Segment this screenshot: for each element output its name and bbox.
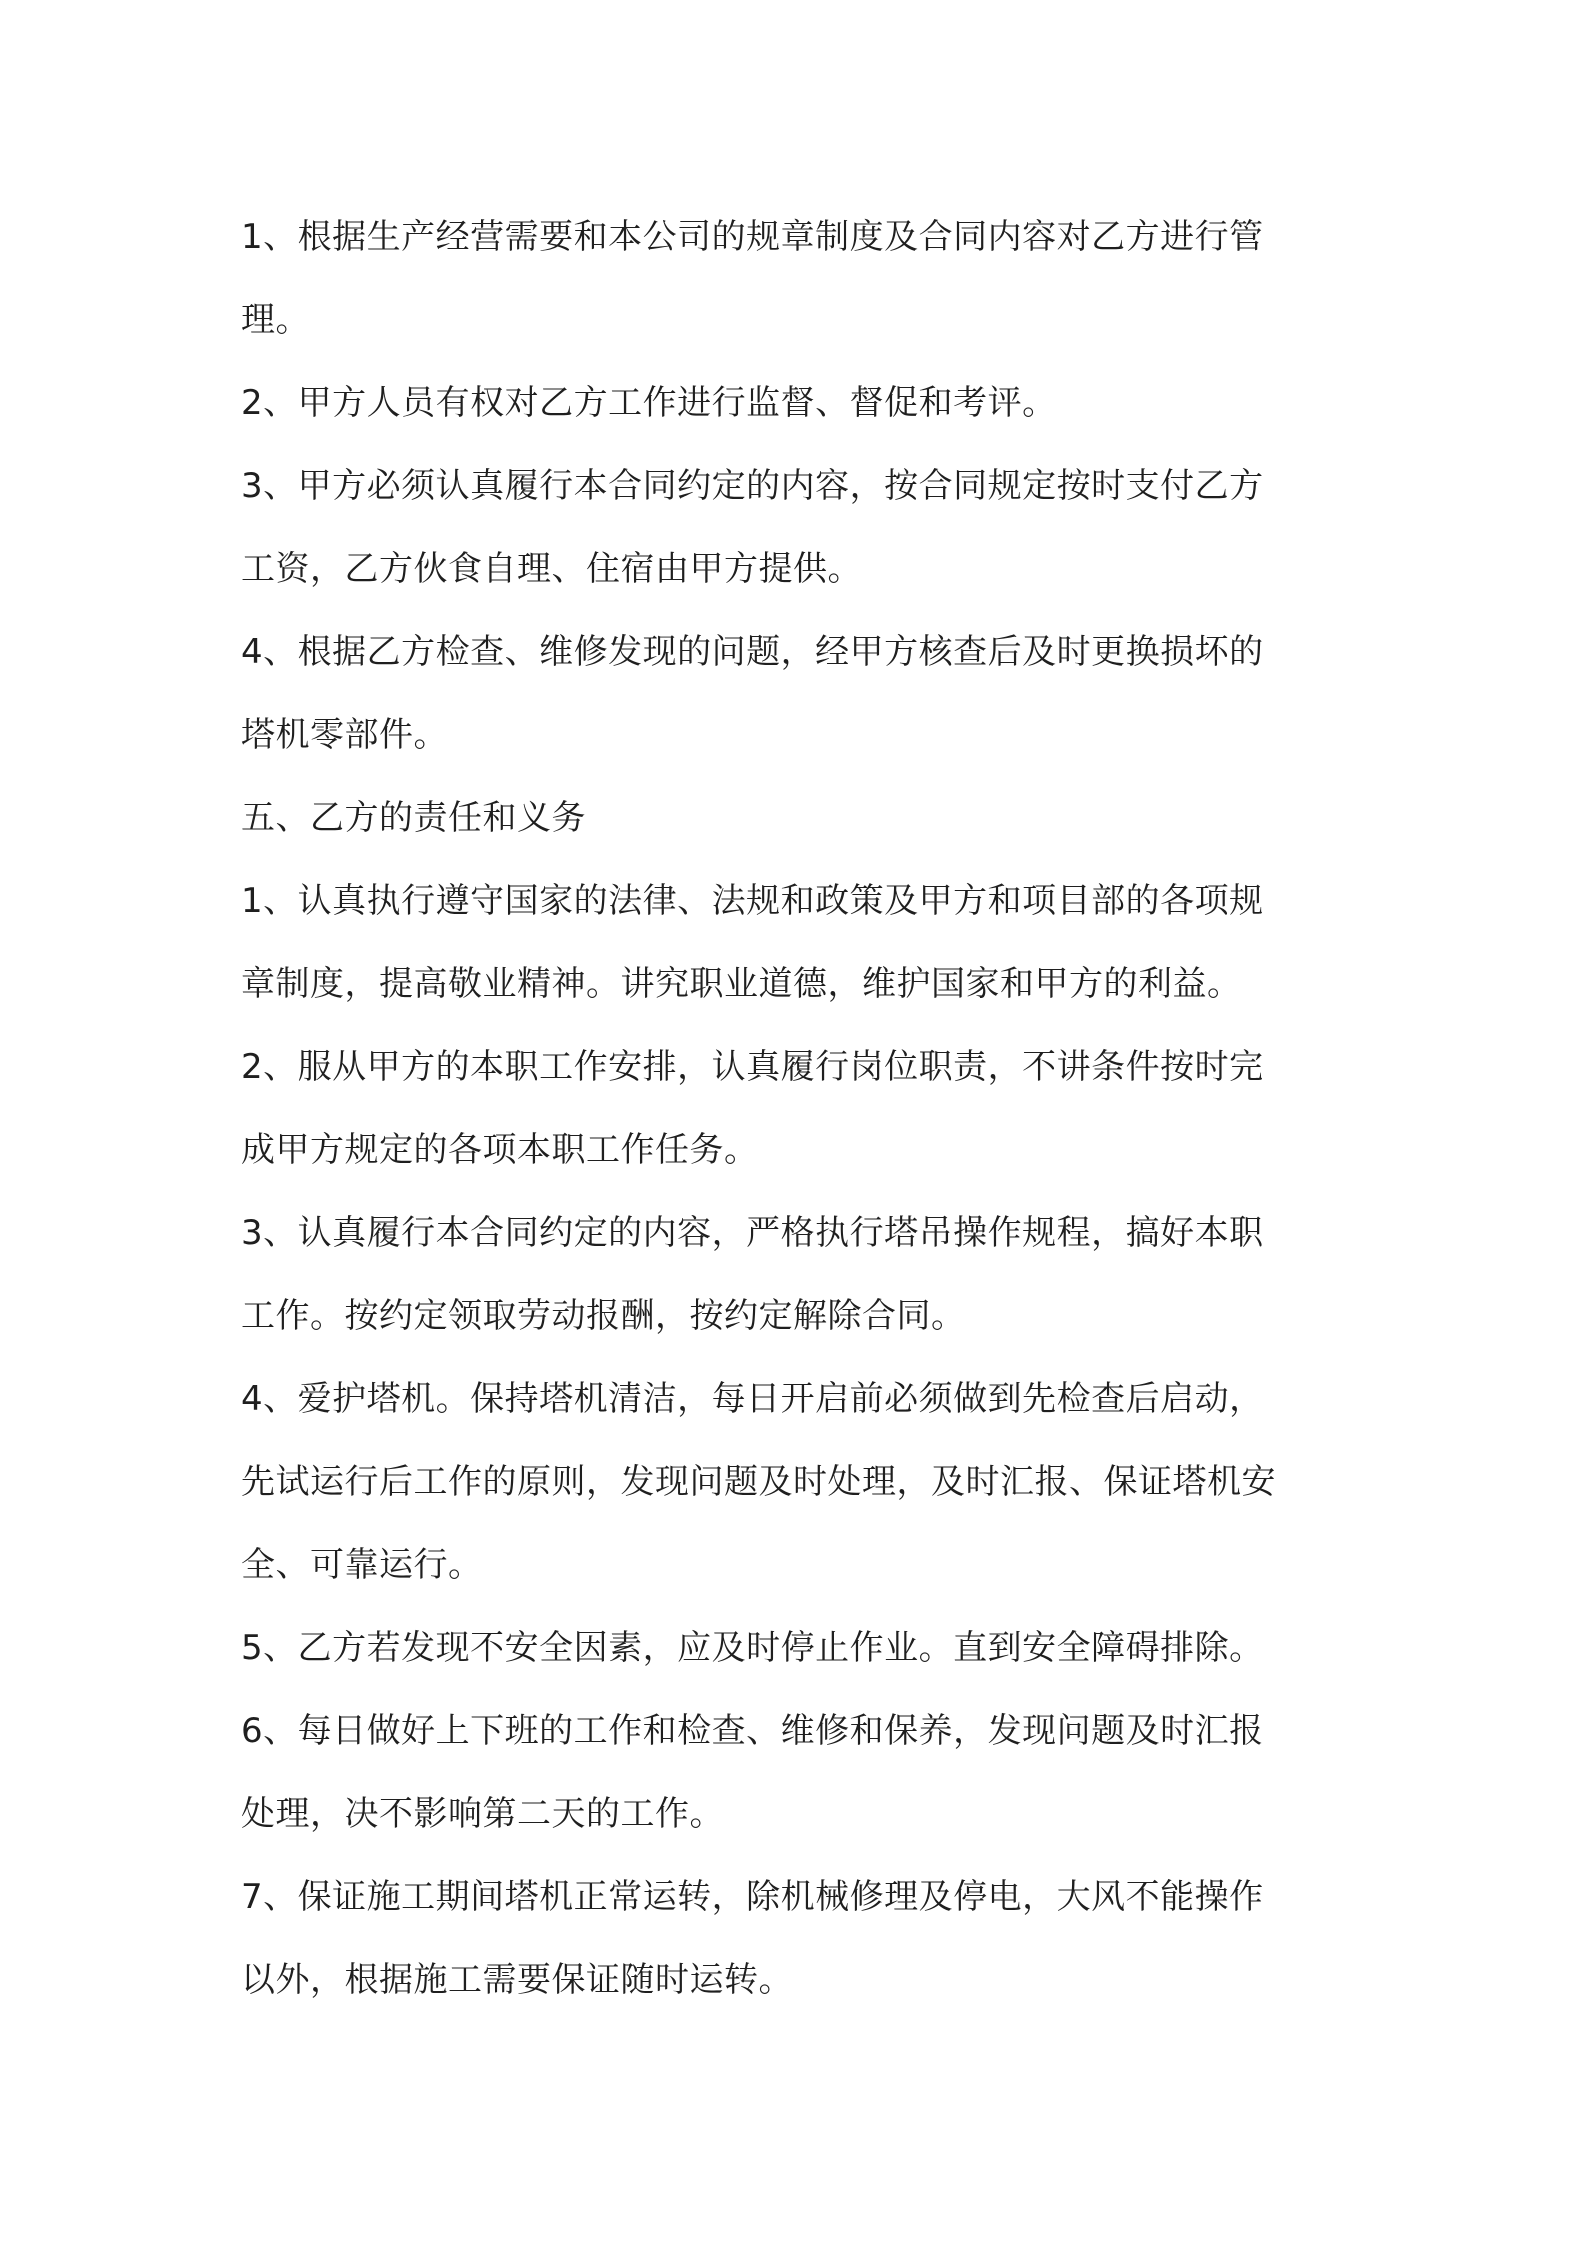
text-line: 塔机零部件。 (241, 715, 448, 755)
text-line: 1、认真执行遵守国家的法律、法规和政策及甲方和项目部的各项规 (241, 881, 1264, 921)
text-line: 6、每日做好上下班的工作和检查、维修和保养，发现问题及时汇报 (241, 1711, 1264, 1751)
text-line: 4、爱护塔机。保持塔机清洁，每日开启前必须做到先检查后启动， (241, 1379, 1264, 1419)
text-line: 7、保证施工期间塔机正常运转，除机械修理及停电，大风不能操作 (241, 1877, 1264, 1917)
text-line: 3、甲方必须认真履行本合同约定的内容，按合同规定按时支付乙方 (241, 466, 1264, 506)
text-line: 3、认真履行本合同约定的内容，严格执行塔吊操作规程，搞好本职 (241, 1213, 1264, 1253)
text-line: 1、根据生产经营需要和本公司的规章制度及合同内容对乙方进行管 (241, 217, 1264, 257)
text-line: 工作。按约定领取劳动报酬，按约定解除合同。 (241, 1296, 966, 1336)
text-line: 2、服从甲方的本职工作安排，认真履行岗位职责，不讲条件按时完 (241, 1047, 1264, 1087)
text-line: 以外，根据施工需要保证随时运转。 (241, 1960, 793, 2000)
section-heading: 五、乙方的责任和义务 (241, 798, 586, 838)
text-line: 理。 (241, 300, 310, 340)
text-line: 成甲方规定的各项本职工作任务。 (241, 1130, 759, 1170)
text-line: 工资，乙方伙食自理、住宿由甲方提供。 (241, 549, 862, 589)
text-line: 先试运行后工作的原则，发现问题及时处理，及时汇报、保证塔机安 (241, 1462, 1276, 1502)
text-line: 4、根据乙方检查、维修发现的问题，经甲方核查后及时更换损坏的 (241, 632, 1264, 672)
document-page (241, 196, 1361, 2022)
text-line: 5、乙方若发现不安全因素，应及时停止作业。直到安全障碍排除。 (241, 1628, 1264, 1668)
text-line: 章制度，提高敬业精神。讲究职业道德，维护国家和甲方的利益。 (241, 964, 1242, 1004)
text-line: 处理，决不影响第二天的工作。 (241, 1794, 724, 1834)
text-line: 全、可靠运行。 (241, 1545, 483, 1585)
text-line: 2、甲方人员有权对乙方工作进行监督、督促和考评。 (241, 383, 1057, 423)
